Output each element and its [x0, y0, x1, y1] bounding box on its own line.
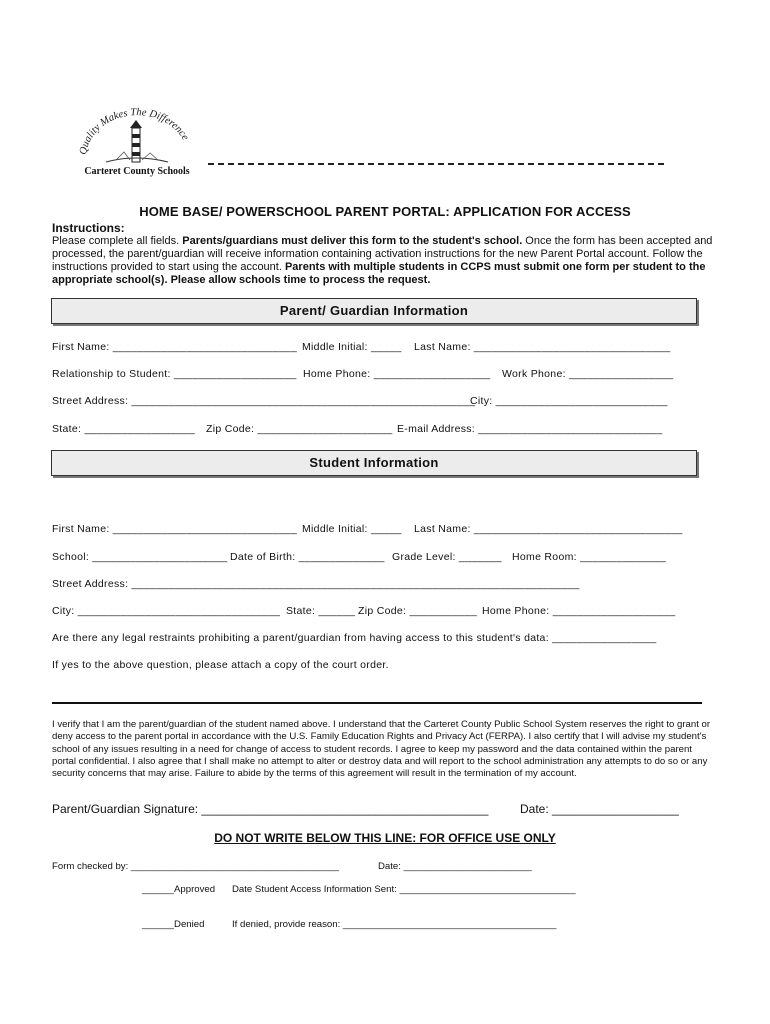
denied-blank[interactable]: ______Denied: [142, 919, 205, 930]
instructions-text: [52, 235, 724, 287]
instructions-part-1: Please complete all fields.: [52, 235, 183, 247]
instructions-bold-1: Parents/guardians must deliver this form to the student's school.: [182, 235, 523, 247]
logo-org: Carteret County Schools: [84, 166, 190, 177]
student-street-address[interactable]: Street Address: _________________________________________________________________________: [52, 578, 580, 590]
student-dob[interactable]: Date of Birth: ______________: [230, 551, 385, 563]
section-divider: [52, 702, 702, 704]
parent-city[interactable]: City: ____________________________: [470, 395, 668, 407]
student-home-room[interactable]: Home Room: ______________: [512, 551, 667, 563]
guardian-signature[interactable]: Parent/Guardian Signature: ___________________________________________: [52, 802, 489, 816]
student-restraints-question[interactable]: Are there any legal restraints prohibiting a parent/guardian from having access to this student's data: _________________: [52, 632, 657, 644]
signature-date[interactable]: Date: ___________________: [520, 802, 679, 816]
student-school[interactable]: School: ______________________: [52, 551, 228, 563]
verification-text: I verify that I am the parent/guardian of the student named above. I understand that the Carteret County Public School System reserves the right to grant or deny access to the parent portal in accordance with the U.S. Family Education Rights and Privacy Act (FERPA). I also certify that I will advise my student's school of any issues resulting in a need for change of access to student records. I agree to keep my password and the data contained within the parent portal confidential. I also agree that I shall make no attempt to alter or destroy data and will report to the school administration any attempts to do so or any security concerns that may arise. Failure to abide by the terms of this agreement will result in the termination of my account.: [52, 719, 711, 780]
student-grade-level[interactable]: Grade Level: _______: [392, 551, 502, 563]
student-state[interactable]: State: ______: [286, 605, 356, 617]
parent-zip[interactable]: Zip Code: ______________________: [206, 423, 393, 435]
parent-relationship[interactable]: Relationship to Student: ____________________: [52, 368, 297, 380]
logo-motto: Quality Makes The Difference: [78, 107, 191, 156]
form-title: HOME BASE/ POWERSCHOOL PARENT PORTAL: APPLICATION FOR ACCESS: [139, 204, 631, 219]
header-rule: [208, 163, 664, 165]
student-first-name[interactable]: First Name: ______________________________: [52, 523, 297, 535]
school-logo: [76, 106, 198, 178]
student-last-name[interactable]: Last Name: __________________________________: [414, 523, 683, 535]
student-middle-initial[interactable]: Middle Initial: _____: [302, 523, 402, 535]
student-city[interactable]: City: _________________________________: [52, 605, 281, 617]
student-section-header: Student Information: [51, 450, 697, 476]
parent-section-header: Parent/ Guardian Information: [51, 298, 697, 324]
parent-middle-initial[interactable]: Middle Initial: _____: [302, 341, 402, 353]
instructions-bold-2: Parents with multiple students in CCPS must submit one form per student to the appropriate school(s). Please allow schools time to process the request.: [52, 261, 706, 286]
parent-home-phone[interactable]: Home Phone: ___________________: [303, 368, 491, 380]
form-checked-by[interactable]: Form checked by: _______________________________________: [52, 861, 339, 872]
student-home-phone[interactable]: Home Phone: ____________________: [482, 605, 676, 617]
office-date[interactable]: Date: ________________________: [378, 861, 532, 872]
date-info-sent[interactable]: Date Student Access Information Sent: _________________________________: [232, 884, 576, 895]
parent-email[interactable]: E-mail Address: ______________________________: [397, 423, 663, 435]
parent-street-address[interactable]: Street Address: ________________________________________________________: [52, 395, 476, 407]
instructions-part-2: Once the form has been accepted and processed, the parent/guardian will receive information containing activation instructions for the new Parent Portal account. Follow the instructions provided to start using the account.: [52, 235, 713, 273]
parent-state[interactable]: State: __________________: [52, 423, 195, 435]
instructions-label: Instructions:: [52, 221, 125, 235]
office-use-heading: DO NOT WRITE BELOW THIS LINE: FOR OFFICE USE ONLY: [214, 831, 556, 845]
parent-work-phone[interactable]: Work Phone: _________________: [502, 368, 674, 380]
student-zip[interactable]: Zip Code: ___________: [358, 605, 477, 617]
parent-last-name[interactable]: Last Name: ________________________________: [414, 341, 671, 353]
parent-first-name[interactable]: First Name: ______________________________: [52, 341, 297, 353]
court-order-note: If yes to the above question, please attach a copy of the court order.: [52, 659, 389, 671]
denied-reason[interactable]: If denied, provide reason: ________________________________________: [232, 919, 557, 930]
approved-blank[interactable]: ______Approved: [142, 884, 216, 895]
